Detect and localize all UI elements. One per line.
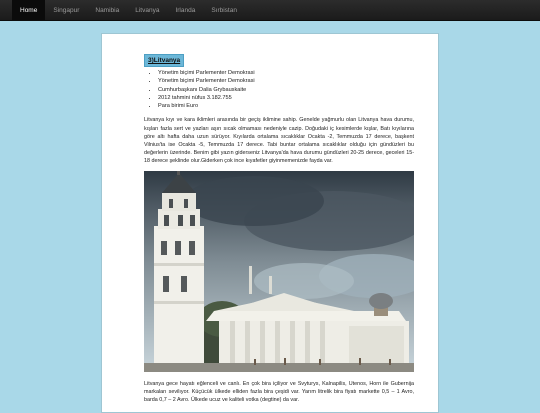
nav-irlanda[interactable]: Irlanda bbox=[175, 6, 196, 14]
nav-namibia[interactable]: Namibia bbox=[95, 6, 120, 14]
nav-litvanya[interactable]: Litvanya bbox=[135, 6, 160, 14]
fact-item: • Yönetim biçimi Parlementer Demokrasi bbox=[158, 69, 414, 77]
fact-item: • Para birimi Euro bbox=[158, 102, 414, 110]
vilnius-cathedral-photo bbox=[144, 171, 414, 372]
article-body bbox=[144, 49, 414, 165]
facts-list bbox=[144, 69, 414, 110]
fact-item: • 2012 tahmini nüfus 3.182.755 bbox=[158, 94, 414, 102]
section-heading: 3)Litvanya bbox=[144, 54, 184, 67]
nav-sirbistan[interactable]: Sırbistan bbox=[211, 6, 237, 14]
content-panel bbox=[101, 33, 439, 413]
fact-item: • Yönetim biçimi Parlementer Demokrasi bbox=[158, 77, 414, 85]
nav-home[interactable]: Home bbox=[12, 0, 45, 20]
fact-item: • Cumhurbaşkanı Dalia Grybauskaite bbox=[158, 86, 414, 94]
nav-singapur[interactable]: Singapur bbox=[53, 6, 80, 14]
nightlife-paragraph: Litvanya gece hayatı eğlenceli ve canlı. En çok bira içiliyor ve Svyturys, Kalnapilis, Utenos, Horn ile Gubernija markaları sevilıyor. Küçücük ülkede elliden fazla bira çeşidi var. Yarım litrelik bira fiyatı markette 0,5 – 1 Avro, barda 0,7 – 2 Avro. Ülkede ucuz ve kaliteli votka (degtine) da var. bbox=[144, 381, 414, 404]
climate-paragraph: Litvanya kıyı ve kara iklimleri arasında bir geçiş iklimine sahip. Genelde yağmurlu olan Litvanya hava durumu, kışları fazla sert ve yazları aşırı sıcak olmaması nedeniyle cazip. Doğudaki iç kesimlerde kışlar, Batı kıyılarına göre altı hafta daha uzun sürüyor. Kıyılarda ortalama sıcaklıklar Ocakta -2, Temmuzda 17 derece, başkent Vilnius'ta ise Ocakta -5, Temmuzda 17 derece. Tabi buntar ortalama sıcaklıklar olduğu için gündüzleri bu değerlerin üzerinde. Benim gibi yazın giderseniz Litvanya'da hava durumu gündüzleri 20-25 derece, geceleri 15-18 derece şeklinde olur.Giderken çok ince kıyafetler giyinmemenizde fayda var. bbox=[144, 117, 414, 164]
top-navbar bbox=[0, 0, 540, 21]
